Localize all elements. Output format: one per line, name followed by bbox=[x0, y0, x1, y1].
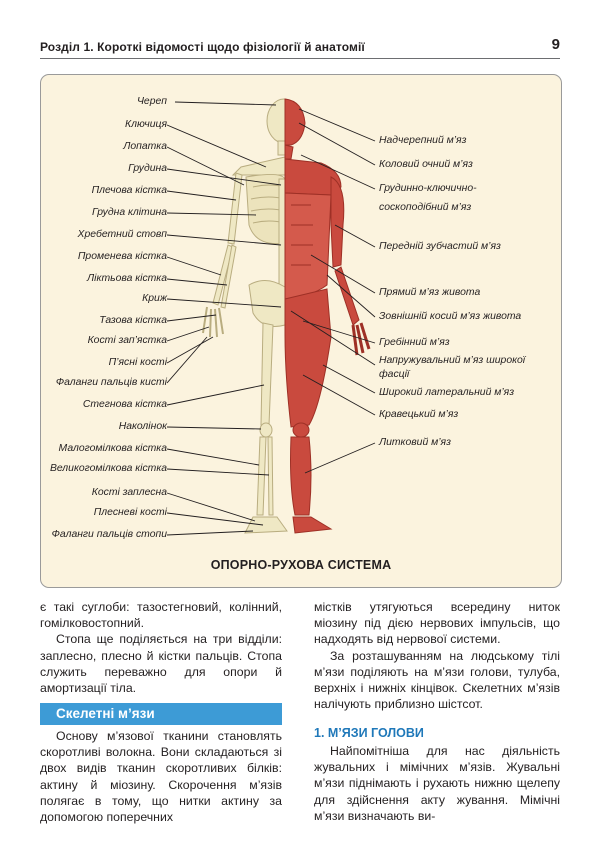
right-column-top bbox=[314, 599, 560, 712]
label-ulna: Ліктьова кістка bbox=[87, 273, 167, 284]
label-skull: Череп bbox=[136, 96, 167, 107]
label-vastus-lateralis: Широкий латеральний м’яз bbox=[379, 387, 515, 398]
paragraph: є такі суглоби: тазостегновий, колінний, гомілковостопний. bbox=[40, 600, 282, 631]
label-serratus-anterior: Передній зубчастий м’яз bbox=[379, 241, 501, 252]
label-tfl-line2: фасції bbox=[379, 369, 410, 380]
label-scm-line2: соскоподібний м’яз bbox=[379, 202, 472, 213]
section-heading-band bbox=[40, 703, 282, 725]
label-sacrum: Криж bbox=[142, 293, 167, 304]
label-spine: Хребетний стовп bbox=[77, 229, 167, 240]
subsection-heading: 1. М’ЯЗИ ГОЛОВИ bbox=[314, 726, 424, 740]
label-sternum: Грудина bbox=[128, 163, 167, 174]
anatomy-figure bbox=[40, 74, 562, 588]
label-tfl-line1: Напружувальний м’яз широкої bbox=[379, 355, 526, 366]
page-number: 9 bbox=[551, 36, 560, 53]
label-scm-line1: Грудинно-ключично- bbox=[379, 183, 477, 194]
right-column-bottom bbox=[314, 743, 560, 824]
label-tibia: Великогомілкова кістка bbox=[49, 463, 167, 474]
label-gastrocnemius: Литковий м’яз bbox=[379, 437, 451, 448]
left-column-bottom bbox=[40, 728, 282, 825]
left-column-top bbox=[40, 599, 282, 696]
muscle-half bbox=[285, 99, 369, 533]
section-heading: Скелетні м’язи bbox=[56, 706, 155, 721]
page-header bbox=[40, 36, 560, 59]
label-rectus-abdominis: Прямий м’яз живота bbox=[379, 287, 481, 298]
label-metatarsals: Плесневі кості bbox=[93, 507, 167, 518]
running-title: Розділ 1. Короткі відомості щодо фізіології й анатомії bbox=[40, 40, 365, 54]
label-foot-phalanges: Фаланги пальців стопи bbox=[51, 529, 167, 540]
label-pelvis: Тазова кістка bbox=[99, 315, 167, 326]
label-clavicle: Ключиця bbox=[125, 119, 167, 130]
label-sartorius: Кравецький м’яз bbox=[379, 409, 459, 420]
label-humerus: Плечова кістка bbox=[91, 185, 167, 196]
label-metacarpals: П’ясні кості bbox=[108, 357, 167, 368]
figure-caption: ОПОРНО-РУХОВА СИСТЕМА bbox=[210, 558, 392, 572]
label-epicranius: Надчерепний м’яз bbox=[379, 135, 467, 146]
label-carpals: Кості зап’ястка bbox=[87, 335, 167, 346]
paragraph: За розташуванням на людському тілі м’язи поділяють на м’язи голови, тулуба, верхніх і нижніх кінцівок. Скелетних м’язів налічують приблизно шістсот. bbox=[314, 648, 560, 712]
label-patella: Наколінок bbox=[118, 421, 167, 432]
label-tarsals: Кості заплесна bbox=[91, 487, 167, 498]
label-fibula: Малогомілкова кістка bbox=[58, 443, 167, 454]
paragraph: Стопа ще поділяється на три відділи: заплесно, плесно й кістки пальців. Стопа служить переважно для опори й амортизації тіла. bbox=[40, 632, 282, 696]
label-femur: Стегнова кістка bbox=[82, 399, 167, 410]
paragraph: містків утягуються всередину ниток міозину під дією нервових імпульсів, що надходять від нервової системи. bbox=[314, 600, 560, 647]
label-radius: Променева кістка bbox=[77, 251, 167, 262]
label-orbicularis-oculi: Коловий очний м’яз bbox=[379, 159, 473, 170]
label-rib-cage: Грудна клітина bbox=[92, 207, 167, 218]
label-hand-phalanges: Фаланги пальців кисті bbox=[55, 377, 167, 388]
label-scapula: Лопатка bbox=[123, 141, 167, 152]
paragraph: Основу м’язової тканини становлять скоротливі волокна. Вони складаються зі двох видів тканин скоротливих білків: актину й міозину. Скорочення м’язів полягає в тому, що нитки актину за допомогою поперечних bbox=[40, 729, 282, 825]
paragraph: Найпомітніша для нас діяльність жувальних і мімічних м’язів. Жувальні м’язи піднімають і рухають нижню щелепу для здійснення акту жування. Мімічні м’язи визначають ви- bbox=[314, 744, 560, 823]
label-pectineus: Гребінний м’яз bbox=[379, 337, 450, 348]
label-external-oblique: Зовнішній косий м’яз живота bbox=[379, 311, 522, 322]
